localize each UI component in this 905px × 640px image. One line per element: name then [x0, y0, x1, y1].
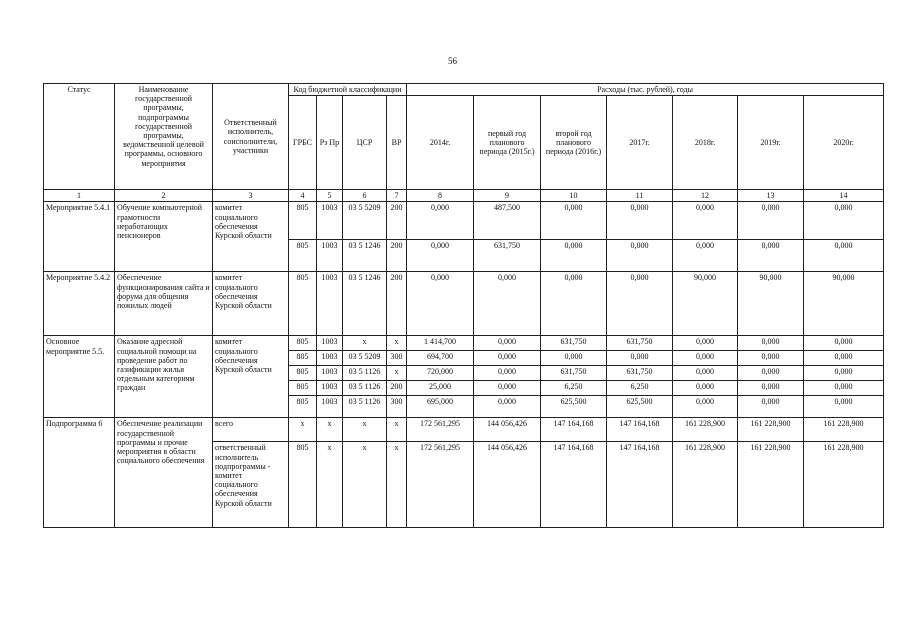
value-2017: 0,000	[607, 272, 673, 336]
value-2014: 1 414,700	[407, 336, 474, 351]
value-2018: 0,000	[673, 240, 738, 272]
value-2015: 0,000	[474, 396, 541, 418]
csr-cell: х	[343, 336, 387, 351]
value-2014: 25,000	[407, 381, 474, 396]
header-2016: второй год планового периода (2016г.)	[541, 96, 607, 190]
value-2020: 0,000	[804, 351, 884, 366]
column-number: 14	[804, 190, 884, 202]
name-cell: Обучение компьютерной грамотности неработающих пенсионеров	[115, 202, 213, 272]
header-2020: 2020г.	[804, 96, 884, 190]
name-cell: Обеспечение функционирования сайта и форума для общения пожилых людей	[115, 272, 213, 336]
table-row	[44, 418, 884, 442]
rzpr-cell: х	[317, 442, 343, 528]
executor-total-cell: всего	[213, 418, 289, 442]
value-2016: 625,500	[541, 396, 607, 418]
grbs-cell: 805	[289, 202, 317, 240]
column-number: 3	[213, 190, 289, 202]
value-2020: 0,000	[804, 336, 884, 351]
value-2019: 0,000	[738, 396, 804, 418]
rzpr-cell: 1003	[317, 396, 343, 418]
rzpr-cell: 1003	[317, 351, 343, 366]
rzpr-cell: 1003	[317, 381, 343, 396]
grbs-cell: 805	[289, 442, 317, 528]
value-2017: 631,750	[607, 366, 673, 381]
value-2017: 6,250	[607, 381, 673, 396]
value-2016: 631,750	[541, 366, 607, 381]
value-2019: 0,000	[738, 202, 804, 240]
value-2018: 0,000	[673, 396, 738, 418]
value-2017: 0,000	[607, 202, 673, 240]
value-2014: 172 561,295	[407, 442, 474, 528]
vr-cell: х	[387, 442, 407, 528]
grbs-cell: 805	[289, 240, 317, 272]
value-2018: 0,000	[673, 351, 738, 366]
header-2015: первый год планового периода (2015г.)	[474, 96, 541, 190]
value-2020: 0,000	[804, 396, 884, 418]
column-number: 7	[387, 190, 407, 202]
value-2017: 147 164,168	[607, 418, 673, 442]
value-2020: 0,000	[804, 202, 884, 240]
column-number: 5	[317, 190, 343, 202]
vr-cell: х	[387, 336, 407, 351]
column-number: 13	[738, 190, 804, 202]
value-2018: 161 228,900	[673, 442, 738, 528]
value-2014: 0,000	[407, 272, 474, 336]
vr-cell: 200	[387, 202, 407, 240]
header-csr: ЦСР	[343, 96, 387, 190]
value-2018: 90,000	[673, 272, 738, 336]
rzpr-cell: 1003	[317, 240, 343, 272]
column-number: 1	[44, 190, 115, 202]
value-2017: 625,500	[607, 396, 673, 418]
value-2019: 161 228,900	[738, 418, 804, 442]
csr-cell: 03 5 5209	[343, 351, 387, 366]
value-2018: 0,000	[673, 336, 738, 351]
value-2017: 0,000	[607, 240, 673, 272]
header-vr: ВР	[387, 96, 407, 190]
table-row	[44, 336, 884, 351]
value-2019: 0,000	[738, 336, 804, 351]
csr-cell: 03 5 1246	[343, 240, 387, 272]
value-2017: 0,000	[607, 351, 673, 366]
rzpr-cell: 1003	[317, 272, 343, 336]
value-2016: 0,000	[541, 351, 607, 366]
value-2017: 631,750	[607, 336, 673, 351]
value-2020: 0,000	[804, 381, 884, 396]
header-name: Наименование государственной программы, подпрограммы государственной программы, ведомственной целевой программы, основного мероприятия	[115, 84, 213, 190]
value-2016: 0,000	[541, 272, 607, 336]
value-2018: 0,000	[673, 381, 738, 396]
value-2015: 0,000	[474, 351, 541, 366]
value-2015: 487,500	[474, 202, 541, 240]
column-number: 11	[607, 190, 673, 202]
value-2020: 0,000	[804, 366, 884, 381]
value-2015: 144 056,426	[474, 418, 541, 442]
table-row	[44, 202, 884, 240]
value-2014: 172 561,295	[407, 418, 474, 442]
column-number: 4	[289, 190, 317, 202]
vr-cell: 300	[387, 351, 407, 366]
grbs-cell: 805	[289, 351, 317, 366]
executor-cell: комитет социального обеспечения Курской области	[213, 202, 289, 272]
value-2019: 90,000	[738, 272, 804, 336]
value-2018: 0,000	[673, 366, 738, 381]
status-cell: Мероприятие 5.4.1	[44, 202, 115, 272]
value-2016: 6,250	[541, 381, 607, 396]
vr-cell: 200	[387, 381, 407, 396]
value-2016: 147 164,168	[541, 442, 607, 528]
budget-table	[43, 83, 884, 528]
value-2014: 0,000	[407, 240, 474, 272]
value-2018: 0,000	[673, 202, 738, 240]
value-2016: 631,750	[541, 336, 607, 351]
value-2018: 161 228,900	[673, 418, 738, 442]
value-2016: 0,000	[541, 240, 607, 272]
header-expenses: Расходы (тыс. рублей), годы	[407, 84, 884, 96]
value-2016: 147 164,168	[541, 418, 607, 442]
grbs-cell: х	[289, 418, 317, 442]
value-2019: 0,000	[738, 381, 804, 396]
grbs-cell: 805	[289, 381, 317, 396]
column-number-row	[44, 190, 884, 202]
value-2014: 720,000	[407, 366, 474, 381]
column-number: 12	[673, 190, 738, 202]
value-2015: 0,000	[474, 336, 541, 351]
value-2014: 694,700	[407, 351, 474, 366]
value-2015: 144 056,426	[474, 442, 541, 528]
value-2020: 90,000	[804, 272, 884, 336]
executor-cell: комитет социального обеспечения Курской области	[213, 336, 289, 418]
value-2020: 161 228,900	[804, 418, 884, 442]
page-number: 56	[448, 56, 457, 66]
value-2019: 161 228,900	[738, 442, 804, 528]
column-number: 10	[541, 190, 607, 202]
csr-cell: х	[343, 418, 387, 442]
rzpr-cell: 1003	[317, 336, 343, 351]
vr-cell: 300	[387, 396, 407, 418]
name-cell: Оказание адресной социальной помощи на проведение работ по газификации жилья отдельным категориям граждан	[115, 336, 213, 418]
column-number: 6	[343, 190, 387, 202]
csr-cell: 03 5 5209	[343, 202, 387, 240]
value-2014: 0,000	[407, 202, 474, 240]
value-2015: 0,000	[474, 366, 541, 381]
csr-cell: 03 5 1246	[343, 272, 387, 336]
vr-cell: 200	[387, 272, 407, 336]
executor-cell: комитет социального обеспечения Курской области	[213, 272, 289, 336]
header-executor: Ответственный исполнитель, соисполнители, участники	[213, 84, 289, 190]
table-row	[44, 272, 884, 336]
header-2019: 2019г.	[738, 96, 804, 190]
name-cell: Обеспечение реализации государственной программы и прочие мероприятия в области социального обеспечения	[115, 418, 213, 528]
value-2016: 0,000	[541, 202, 607, 240]
header-budget-code: Код бюджетной классификации	[289, 84, 407, 96]
header-grbs: ГРБС	[289, 96, 317, 190]
status-cell: Мероприятие 5.4.2	[44, 272, 115, 336]
value-2015: 0,000	[474, 272, 541, 336]
grbs-cell: 805	[289, 272, 317, 336]
header-rzpr: Рз Пр	[317, 96, 343, 190]
csr-cell: х	[343, 442, 387, 528]
rzpr-cell: 1003	[317, 366, 343, 381]
value-2019: 0,000	[738, 366, 804, 381]
value-2019: 0,000	[738, 240, 804, 272]
vr-cell: х	[387, 418, 407, 442]
status-cell: Основное мероприятие 5.5.	[44, 336, 115, 418]
csr-cell: 03 5 1126	[343, 366, 387, 381]
rzpr-cell: 1003	[317, 202, 343, 240]
vr-cell: х	[387, 366, 407, 381]
value-2020: 0,000	[804, 240, 884, 272]
csr-cell: 03 5 1126	[343, 381, 387, 396]
value-2019: 0,000	[738, 351, 804, 366]
vr-cell: 200	[387, 240, 407, 272]
executor-cell: ответственный исполнитель подпрограммы - комитет социального обеспечения Курской области	[213, 442, 289, 528]
header-2018: 2018г.	[673, 96, 738, 190]
value-2017: 147 164,168	[607, 442, 673, 528]
status-cell: Подпрограмма 6	[44, 418, 115, 528]
value-2020: 161 228,900	[804, 442, 884, 528]
value-2014: 695,000	[407, 396, 474, 418]
csr-cell: 03 5 1126	[343, 396, 387, 418]
grbs-cell: 805	[289, 396, 317, 418]
column-number: 2	[115, 190, 213, 202]
header-status: Статус	[44, 84, 115, 190]
column-number: 8	[407, 190, 474, 202]
value-2015: 0,000	[474, 381, 541, 396]
header-2014: 2014г.	[407, 96, 474, 190]
grbs-cell: 805	[289, 366, 317, 381]
rzpr-cell: х	[317, 418, 343, 442]
grbs-cell: 805	[289, 336, 317, 351]
column-number: 9	[474, 190, 541, 202]
header-2017: 2017г.	[607, 96, 673, 190]
value-2015: 631,750	[474, 240, 541, 272]
